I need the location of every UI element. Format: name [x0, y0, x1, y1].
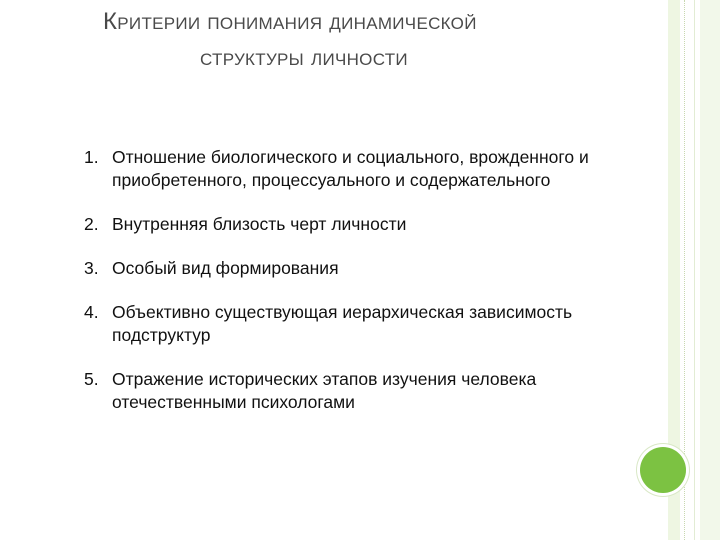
list-item-text: Отражение исторических этапов изучения человека отечественными психологами — [112, 369, 537, 412]
green-circle-icon — [640, 447, 686, 493]
side-band-strip-outer — [700, 0, 720, 540]
list-item — [84, 301, 644, 347]
list-item-text: Отношение биологического и социального, врожденного и приобретенного, процессуального и содержательного — [112, 147, 589, 190]
list-item-text: Объективно существующая иерархическая зависимость подструктур — [112, 302, 573, 345]
list-item-number: 3. — [84, 258, 99, 278]
list-item-text: Особый вид формирования — [112, 258, 339, 278]
list-item-number: 2. — [84, 214, 99, 234]
side-band-line — [694, 0, 695, 540]
criteria-list — [84, 146, 644, 435]
side-band-dotted-line — [684, 0, 685, 540]
list-item — [84, 213, 644, 236]
list-item — [84, 368, 644, 414]
list-item-number: 5. — [84, 369, 99, 389]
slide-title-line-1: Критерии понимания динамической — [103, 8, 477, 35]
list-item-text: Внутренняя близость черт личности — [112, 214, 407, 234]
list-item-number: 4. — [84, 302, 99, 322]
list-item — [84, 146, 644, 192]
list-item — [84, 257, 644, 280]
slide-title-line-2: структуры личности — [200, 44, 408, 71]
list-item-number: 1. — [84, 147, 99, 167]
